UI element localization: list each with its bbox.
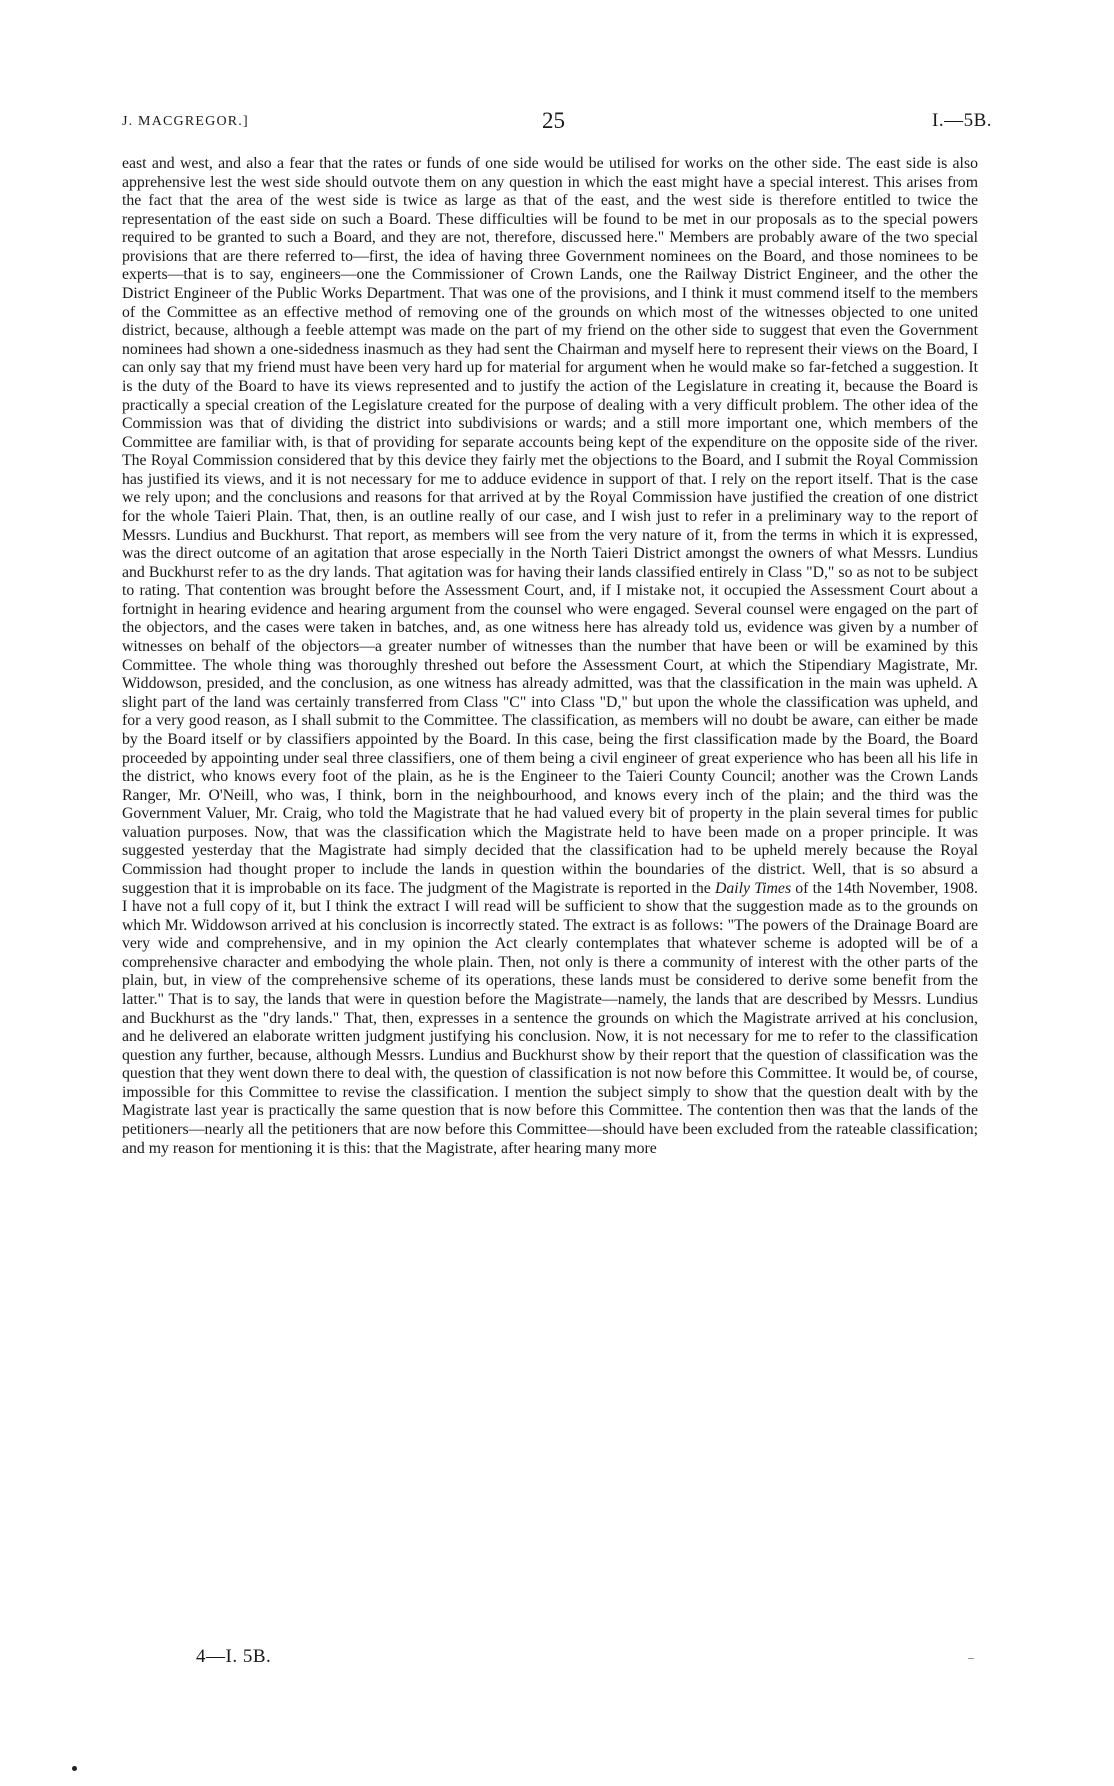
margin-tick bbox=[968, 1658, 974, 1659]
margin-dot bbox=[72, 1766, 77, 1771]
speaker-name: J. MACGREGOR.] bbox=[122, 114, 249, 129]
paragraph-text-part-2: of the 14th November, 1908. I have not a full copy of it, but I think the extract I will read will be sufficient to show that the suggestion made as to the grounds on which Mr. Widdowson arrived at his conclusion is incorrectly stated. The extract is as follows: "The powers of the Drainage Board are very wide and comprehensive, and in my opinion the Act clearly contemplates that whatever scheme is adopted will be of a comprehensive character and embodying the whole plain. Then, not only is there a community of interest with the other parts of the plain, but, in view of the comprehensive scheme of its operations, these lands must be considered to derive some benefit from the latter." That is to say, the lands that were in question before the Magistrate—namely, the lands that are described by Messrs. Lundius and Buckhurst as the "dry lands." That, then, expresses in a sentence the grounds on which the Magistrate arrived at his conclusion, and he delivered an elaborate written judgment justifying his conclusion. Now, it is not necessary for me to refer to the classification question any further, because, although Messrs. Lundius and Buckhurst show by their report that the question of classification was the question that they went down there to deal with, the question of classification is not now before this Committee. It would be, of course, impossible for this Committee to revise the classification. I mention the subject simply to show that the question dealt with by the Magistrate last year is practically the same question that is now before this Committee. The contention then was that the lands of the petitioners—nearly all the petitioners that are now before this Committee—should have been excluded from the rateable classification; and my reason for mentioning it is this: that the Magistrate, after hearing many more bbox=[122, 879, 978, 1157]
body-paragraph bbox=[122, 155, 978, 1158]
newspaper-title: Daily Times bbox=[714, 879, 792, 897]
paragraph-text bbox=[122, 155, 978, 1158]
document-reference: I.—5B. bbox=[932, 110, 992, 131]
running-head bbox=[122, 108, 992, 138]
paragraph-text-part-1: east and west, and also a fear that the rates or funds of one side would be utilised for works on the other side. The east side is also apprehensive lest the west side should outvote them on any question in which the east might have a special interest. This arises from the fact that the area of the west side is twice as large as that of the east, and the west side is therefore entitled to twice the representation of the east side on such a Board. These difficulties will be found to be met in our proposals as to the special powers required to be granted to such a Board, and they are not, therefore, discussed here." Members are probably aware of the two special provisions that are there referred to—first, the idea of having three Government nominees on the Board, and those nominees to be experts—that is to say, engineers—one the Commissioner of Crown Lands, one the Railway District Engineer, and the other the District Engineer of the Public Works Department. That was one of the provisions, and I think it must commend itself to the members of the Committee as an effective method of removing one of the grounds on which most of the witnesses objected to one united district, because, although a feeble attempt was made on the part of my friend on the other side to suggest that even the Government nominees had shown a one-sidedness inasmuch as they had sent the Chairman and myself here to represent their views on the Board, I can only say that my friend must have been very hard up for material for argument when he would make so far-fetched a suggestion. It is the duty of the Board to have its views represented and to justify the action of the Legislature in creating it, because the Board is practically a special creation of the Legislature created for the purpose of dealing with a very difficult problem. The other idea of the Commission was that of dividing the district into subdivisions or wards; and a still more important one, which members of the Committee are familiar with, is that of providing for separate accounts being kept of the expenditure on the opposite side of the river. The Royal Commission considered that by this device they fairly met the objections to the Board, and I submit the Royal Commission has justified its views, and it is not necessary for me to adduce evidence in support of that. I rely on the report itself. That is the case we rely upon; and the conclusions and reasons for that arrived at by the Royal Commission have justified the creation of one district for the whole Taieri Plain. That, then, is an outline really of our case, and I wish just to refer in a preliminary way to the report of Messrs. Lundius and Buckhurst. That report, as members will see from the very nature of it, from the terms in which it is expressed, was the direct outcome of an agitation that arose especially in the North Taieri District amongst the owners of what Messrs. Lundius and Buckhurst refer to as the dry lands. That agitation was for having their lands classified entirely in Class "D," so as not to be subject to rating. That contention was brought before the Assessment Court, and, if I mistake not, it occupied the Assessment Court about a fortnight in hearing evidence and hearing argument from the counsel who were engaged. Several counsel were engaged on the part of the objectors, and the cases were taken in batches, and, as one witness here has already told us, evidence was given by a number of witnesses on behalf of the objectors—a greater number of witnesses than the number that have been or will be examined by this Committee. The whole thing was thoroughly threshed out before the Assessment Court, at which the Stipendiary Magistrate, Mr. Widdowson, presided, and the conclusion, as one witness has already admitted, was that the classification in the main was upheld. A slight part of the land was certainly transferred from Class "C" into Class "D," but upon the whole the classification was upheld, and for a very good reason, as I shall submit to the Committee. The classification, as members will no doubt be aware, can either be made by the Board itself or by classifiers appointed by the Board. In this case, being the first classification made by the Board, the Board proceeded by appointing under seal three classifiers, one of them being a civil engineer of great experience who has been all his life in the district, who knows every foot of the plain, as he is the Engineer to the Taieri County Council; another was the Crown Lands Ranger, Mr. O'Neill, who was, I think, born in the neighbourhood, and knows every inch of the plain; and the third was the Government Valuer, Mr. Craig, who told the Magistrate that he had valued every bit of property in the plain several times for public valuation purposes. Now, that was the classification which the Magistrate held to have been made on a proper principle. It was suggested yesterday that the Magistrate had simply decided that the classification had to be upheld merely because the Royal Commission had thought proper to include the lands in question within the boundaries of the district. Well, that is so absurd a suggestion that it is improbable on its face. The judgment of the Magistrate is reported in the bbox=[122, 155, 978, 897]
signature-mark: 4—I. 5B. bbox=[196, 1646, 272, 1667]
page-number: 25 bbox=[542, 108, 565, 133]
